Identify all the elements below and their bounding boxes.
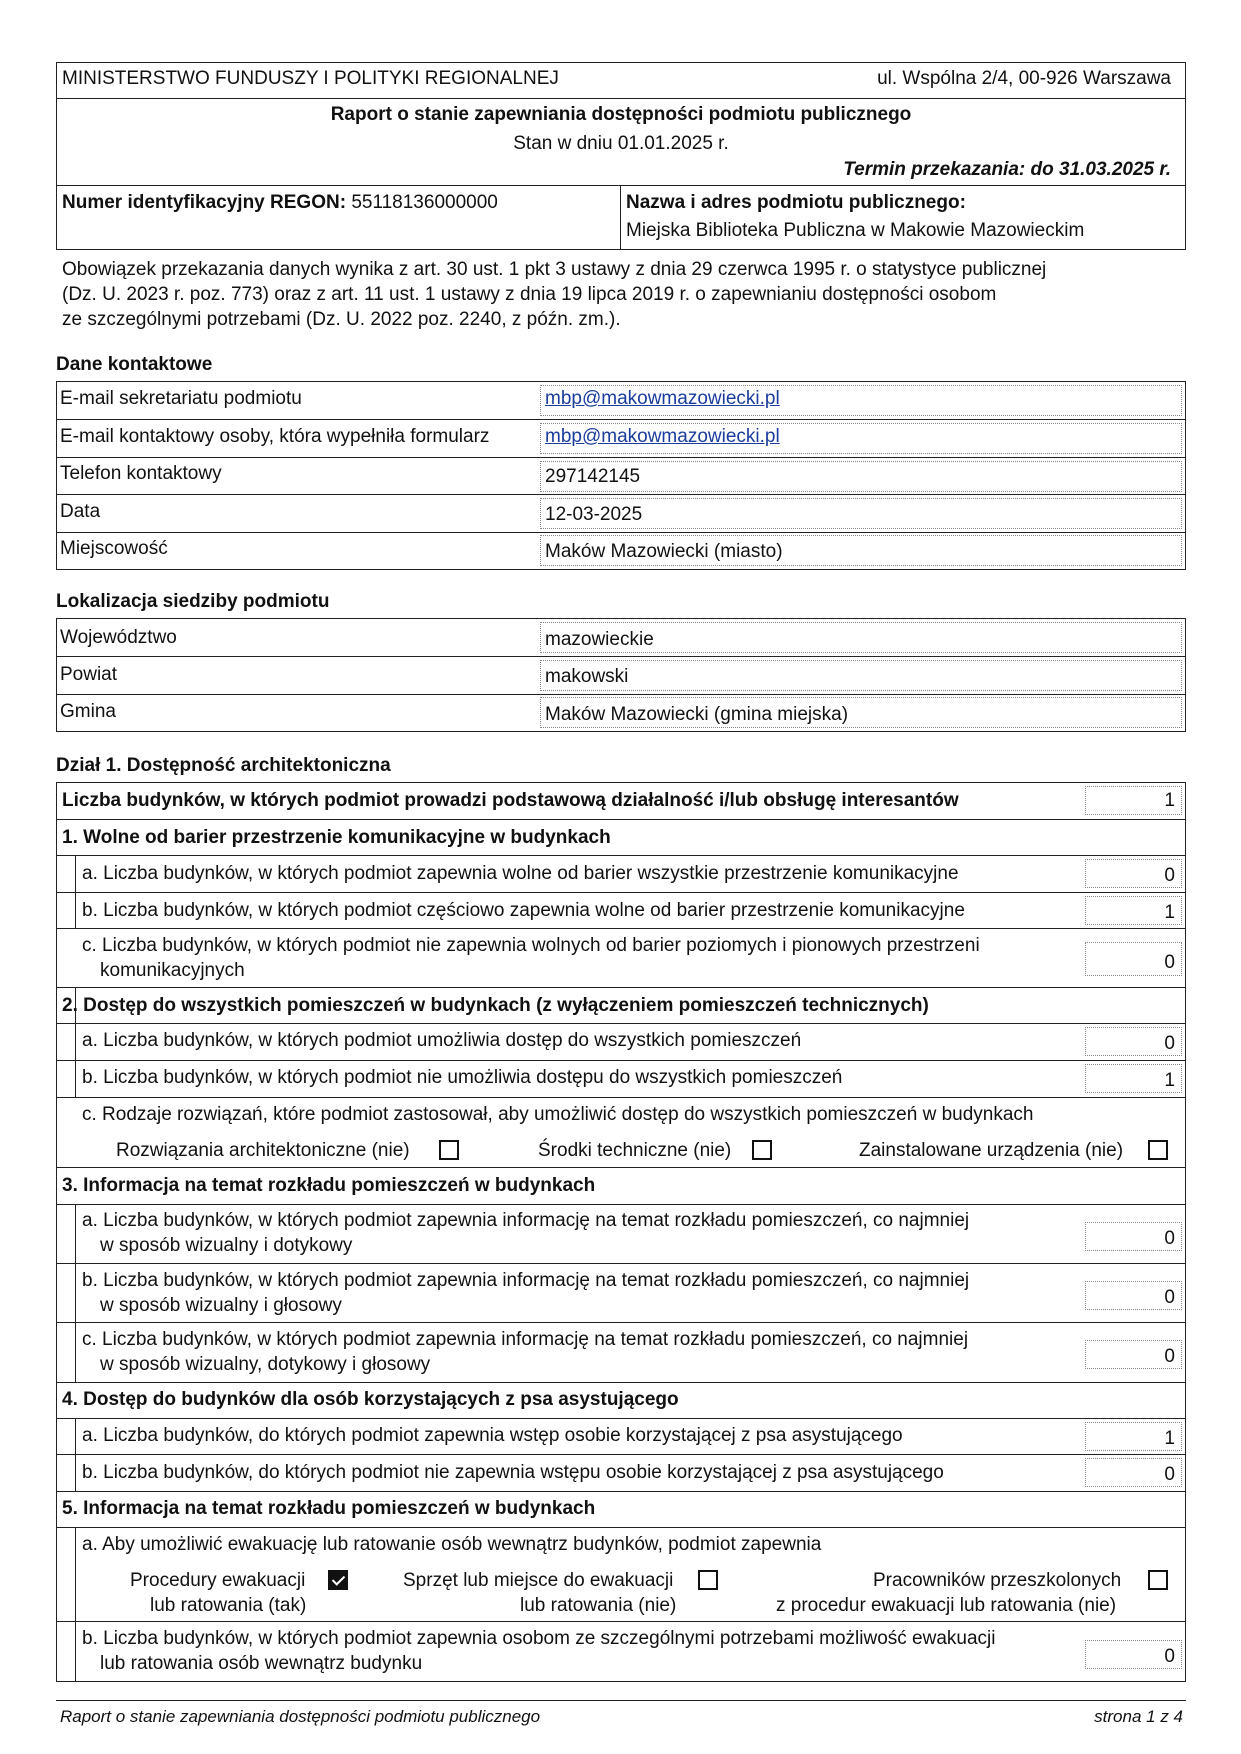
location-commune-value: Maków Mazowiecki (gmina miejska) bbox=[545, 704, 849, 725]
regon bbox=[62, 191, 498, 215]
s5-option-staff-label-2: z procedur ewakuacji lub ratowania (nie) bbox=[776, 1595, 1117, 1616]
entity-value: Miejska Biblioteka Publiczna w Makowie Mazowieckim bbox=[626, 220, 1085, 241]
contact-email-secretariat-link[interactable]: mbp@makowmazowiecki.pl bbox=[545, 388, 780, 409]
footer-title: Raport o stanie zapewniania dostępności podmiotu publicznego bbox=[60, 1707, 541, 1726]
contact-label-city: Miejscowość bbox=[60, 538, 168, 559]
contact-phone-value: 297142145 bbox=[545, 466, 641, 487]
s2-b-label: b. Liczba budynków, w których podmiot nie umożliwia dostępu do wszystkich pomieszczeń bbox=[82, 1067, 843, 1088]
buildings-count-field[interactable] bbox=[1085, 786, 1182, 815]
s1-b-value: 1 bbox=[1164, 902, 1175, 923]
s5-b-label-2: lub ratowania osób wewnątrz budynku bbox=[100, 1653, 423, 1674]
s5-option-staff-checkbox[interactable] bbox=[1148, 1570, 1168, 1590]
state-date: Stan w dniu 01.01.2025 r. bbox=[513, 133, 729, 154]
location-county-value: makowski bbox=[545, 666, 629, 687]
s3-b-field[interactable] bbox=[1085, 1281, 1182, 1310]
contact-label-phone: Telefon kontaktowy bbox=[60, 463, 222, 484]
regon-value: 55118136000000 bbox=[351, 192, 498, 213]
buildings-count-value: 1 bbox=[1164, 790, 1175, 811]
s3-a-label-1: a. Liczba budynków, w których podmiot zapewnia informację na temat rozkładu pomieszczeń, co najmniej bbox=[82, 1210, 970, 1231]
s2-title: 2. Dostęp do wszystkich pomieszczeń w budynkach (z wyłączeniem pomieszczeń technicznych) bbox=[62, 995, 929, 1016]
s2-option-devices-checkbox[interactable] bbox=[1148, 1140, 1168, 1160]
s4-a-field[interactable] bbox=[1085, 1422, 1182, 1451]
buildings-count-label: Liczba budynków, w których podmiot prowadzi podstawową działalność i/lub obsługę interesantów bbox=[62, 790, 959, 811]
contact-heading: Dane kontaktowe bbox=[56, 354, 213, 375]
legal-line-3: ze szczególnymi potrzebami (Dz. U. 2022 poz. 2240, z późn. zm.). bbox=[62, 309, 621, 330]
location-label-voivodeship: Województwo bbox=[60, 627, 177, 648]
s2-option-technical-checkbox[interactable] bbox=[752, 1140, 772, 1160]
s3-c-value: 0 bbox=[1164, 1346, 1175, 1367]
s2-a-label: a. Liczba budynków, w których podmiot umożliwia dostęp do wszystkich pomieszczeń bbox=[82, 1030, 802, 1051]
s1-a-label: a. Liczba budynków, w których podmiot zapewnia wolne od barier wszystkie przestrzenie komunikacyjne bbox=[82, 863, 959, 884]
s4-b-value: 0 bbox=[1164, 1464, 1175, 1485]
s5-title: 5. Informacja na temat rozkładu pomieszczeń w budynkach bbox=[62, 1498, 596, 1519]
s5-option-procedures-label-2: lub ratowania (tak) bbox=[150, 1595, 307, 1616]
s5-b-label-1: b. Liczba budynków, w których podmiot zapewnia osobom ze szczególnymi potrzebami możliwość ewakuacji bbox=[82, 1628, 996, 1649]
s5-option-procedures-checkbox[interactable] bbox=[328, 1570, 348, 1590]
location-label-county: Powiat bbox=[60, 664, 118, 685]
s2-a-value: 0 bbox=[1164, 1033, 1175, 1054]
s5-option-equipment-label-2: lub ratowania (nie) bbox=[520, 1595, 677, 1616]
s1-a-value: 0 bbox=[1164, 865, 1175, 886]
s1-c-field[interactable] bbox=[1085, 942, 1182, 976]
location-voivodeship-value: mazowieckie bbox=[545, 629, 654, 650]
contact-date-value: 12-03-2025 bbox=[545, 504, 643, 525]
section1-heading: Dział 1. Dostępność architektoniczna bbox=[56, 755, 391, 776]
legal-line-2: (Dz. U. 2023 r. poz. 773) oraz z art. 11 ust. 1 ustawy z dnia 19 lipca 2019 r. o zapewnianiu dostępności osobom bbox=[62, 284, 997, 305]
s2-c-label: c. Rodzaje rozwiązań, które podmiot zastosował, aby umożliwić dostęp do wszystkich pomieszczeń w budynkach bbox=[82, 1104, 1034, 1125]
s1-c-label-2: komunikacyjnych bbox=[100, 960, 245, 981]
location-label-commune: Gmina bbox=[60, 701, 116, 722]
s1-b-field[interactable] bbox=[1085, 896, 1182, 925]
s1-title: 1. Wolne od barier przestrzenie komunikacyjne w budynkach bbox=[62, 827, 611, 848]
s3-title: 3. Informacja na temat rozkładu pomieszczeń w budynkach bbox=[62, 1175, 596, 1196]
s1-a-field[interactable] bbox=[1085, 859, 1182, 888]
report-title: Raport o stanie zapewniania dostępności podmiotu publicznego bbox=[330, 104, 912, 125]
s5-b-value: 0 bbox=[1164, 1646, 1175, 1667]
s3-b-value: 0 bbox=[1164, 1287, 1175, 1308]
contact-label-email-person: E-mail kontaktowy osoby, która wypełniła formularz bbox=[60, 426, 490, 447]
s5-a-label: a. Aby umożliwić ewakuację lub ratowanie osób wewnątrz budynków, podmiot zapewnia bbox=[82, 1534, 822, 1555]
legal-line-1: Obowiązek przekazania danych wynika z art. 30 ust. 1 pkt 3 ustawy z dnia 29 czerwca 1995 r. o statystyce publicznej bbox=[62, 259, 1047, 280]
contact-label-date: Data bbox=[60, 501, 101, 522]
entity-label: Nazwa i adres podmiotu publicznego: bbox=[626, 192, 966, 213]
s3-b-label-1: b. Liczba budynków, w których podmiot zapewnia informację na temat rozkładu pomieszczeń, co najmniej bbox=[82, 1270, 970, 1291]
s5-option-staff-label-1: Pracowników przeszkolonych bbox=[873, 1570, 1122, 1591]
ministry-name: MINISTERSTWO FUNDUSZY I POLITYKI REGIONALNEJ bbox=[62, 68, 559, 89]
s5-option-equipment-label-1: Sprzęt lub miejsce do ewakuacji bbox=[403, 1570, 674, 1591]
s1-b-label: b. Liczba budynków, w których podmiot częściowo zapewnia wolne od barier przestrzenie komunikacyjne bbox=[82, 900, 965, 921]
s3-b-label-2: w sposób wizualny i głosowy bbox=[100, 1295, 342, 1316]
s1-c-label-1: c. Liczba budynków, w których podmiot nie zapewnia wolnych od barier poziomych i pionowych przestrzeni bbox=[82, 935, 980, 956]
s3-a-field[interactable] bbox=[1085, 1222, 1182, 1251]
location-heading: Lokalizacja siedziby podmiotu bbox=[56, 591, 330, 612]
location-county-field[interactable] bbox=[540, 660, 1182, 691]
contact-city-value: Maków Mazowiecki (miasto) bbox=[545, 541, 783, 562]
s2-option-devices-label: Zainstalowane urządzenia (nie) bbox=[859, 1140, 1124, 1161]
s2-b-field[interactable] bbox=[1085, 1064, 1182, 1093]
deadline: Termin przekazania: do 31.03.2025 r. bbox=[843, 159, 1171, 180]
s4-title: 4. Dostęp do budynków dla osób korzystających z psa asystującego bbox=[62, 1389, 679, 1410]
contact-email-person-link[interactable]: mbp@makowmazowiecki.pl bbox=[545, 426, 780, 447]
s5-option-equipment-checkbox[interactable] bbox=[698, 1570, 718, 1590]
s2-b-value: 1 bbox=[1164, 1070, 1175, 1091]
s4-b-field[interactable] bbox=[1085, 1458, 1182, 1487]
footer-page-number: strona 1 z 4 bbox=[1094, 1707, 1183, 1726]
s2-option-architectural-checkbox[interactable] bbox=[439, 1140, 459, 1160]
s1-c-value: 0 bbox=[1164, 952, 1175, 973]
s3-c-label-1: c. Liczba budynków, w których podmiot zapewnia informację na temat rozkładu pomieszczeń, co najmniej bbox=[82, 1329, 969, 1350]
ministry-address: ul. Wspólna 2/4, 00-926 Warszawa bbox=[877, 68, 1171, 89]
s2-a-field[interactable] bbox=[1085, 1027, 1182, 1056]
s3-a-value: 0 bbox=[1164, 1228, 1175, 1249]
s3-c-field[interactable] bbox=[1085, 1340, 1182, 1369]
s5-b-field[interactable] bbox=[1085, 1640, 1182, 1669]
regon-label: Numer identyfikacyjny REGON: bbox=[62, 192, 347, 213]
s3-c-label-2: w sposób wizualny, dotykowy i głosowy bbox=[100, 1354, 431, 1375]
s4-a-label: a. Liczba budynków, do których podmiot zapewnia wstęp osobie korzystającej z psa asystującego bbox=[82, 1425, 903, 1446]
s3-a-label-2: w sposób wizualny i dotykowy bbox=[100, 1235, 353, 1256]
contact-label-email-secretariat: E-mail sekretariatu podmiotu bbox=[60, 388, 302, 409]
s4-a-value: 1 bbox=[1164, 1428, 1175, 1449]
s5-option-procedures-label-1: Procedury ewakuacji bbox=[130, 1570, 306, 1591]
s2-option-technical-label: Środki techniczne (nie) bbox=[538, 1140, 732, 1161]
s4-b-label: b. Liczba budynków, do których podmiot nie zapewnia wstępu osobie korzystającej z psa asystującego bbox=[82, 1462, 944, 1483]
s2-option-architectural-label: Rozwiązania architektoniczne (nie) bbox=[116, 1140, 410, 1161]
